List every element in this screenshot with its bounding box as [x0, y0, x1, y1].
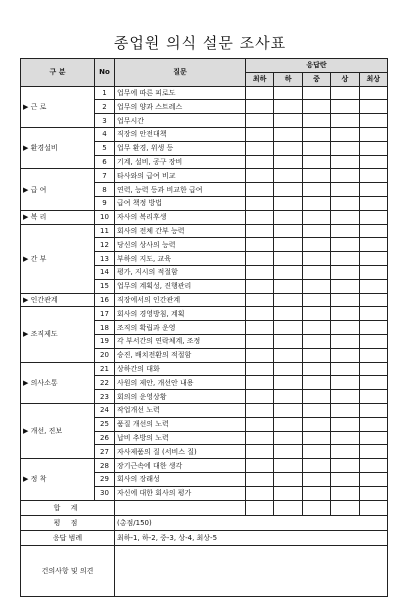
scale-header-lowest: 최하: [246, 72, 274, 86]
answer-cell[interactable]: [274, 141, 302, 155]
answer-cell[interactable]: [246, 169, 274, 183]
category-label: ▶ 환경설비: [21, 127, 95, 168]
answer-cell[interactable]: [331, 169, 359, 183]
answer-cell[interactable]: [359, 210, 387, 224]
category-label: ▶ 인간관계: [21, 293, 95, 307]
question-number: 6: [95, 155, 115, 169]
answer-cell[interactable]: [359, 252, 387, 266]
answer-cell[interactable]: [359, 445, 387, 459]
answer-cell[interactable]: [331, 348, 359, 362]
answer-cell[interactable]: [331, 307, 359, 321]
answer-cell[interactable]: [302, 265, 330, 279]
answer-cell[interactable]: [274, 114, 302, 128]
answer-cell[interactable]: [359, 155, 387, 169]
question-text: 작업개선 노력: [115, 403, 246, 417]
answer-cell[interactable]: [359, 238, 387, 252]
question-number: 12: [95, 238, 115, 252]
question-text: 회사의 전체 간부 능력: [115, 224, 246, 238]
question-row: [21, 403, 388, 417]
answer-cell[interactable]: [331, 224, 359, 238]
answer-cell[interactable]: [302, 362, 330, 376]
answer-cell[interactable]: [274, 362, 302, 376]
question-row: [21, 293, 388, 307]
answer-cell[interactable]: [302, 100, 330, 114]
answer-cell[interactable]: [302, 127, 330, 141]
answer-cell[interactable]: [302, 252, 330, 266]
answer-cell[interactable]: [359, 86, 387, 100]
question-row: [21, 210, 388, 224]
answer-cell[interactable]: [302, 376, 330, 390]
answer-cell[interactable]: [302, 403, 330, 417]
no-header: No: [95, 59, 115, 87]
opinion-field[interactable]: [115, 545, 388, 596]
answer-cell[interactable]: [302, 155, 330, 169]
score-label: 평 점: [21, 515, 115, 530]
score-row: [21, 515, 388, 530]
answer-cell[interactable]: [331, 403, 359, 417]
answer-cell[interactable]: [302, 431, 330, 445]
answer-cell[interactable]: [359, 348, 387, 362]
question-text: 타사와의 급여 비교: [115, 169, 246, 183]
answer-cell[interactable]: [331, 155, 359, 169]
answer-cell[interactable]: [331, 362, 359, 376]
scale-header-mid: 중: [302, 72, 330, 86]
question-number: 5: [95, 141, 115, 155]
answer-cell[interactable]: [359, 265, 387, 279]
answer-cell[interactable]: [274, 321, 302, 335]
answer-cell[interactable]: [302, 210, 330, 224]
answer-cell[interactable]: [331, 279, 359, 293]
answer-cell[interactable]: [274, 183, 302, 197]
answer-cell[interactable]: [331, 210, 359, 224]
answer-cell[interactable]: [359, 279, 387, 293]
question-row: [21, 224, 388, 238]
answer-cell[interactable]: [331, 500, 359, 515]
question-text: 업무에 따른 피로도: [115, 86, 246, 100]
answer-cell[interactable]: [246, 196, 274, 210]
scale-header-highest: 최상: [359, 72, 387, 86]
answer-cell[interactable]: [302, 472, 330, 486]
answer-cell[interactable]: [246, 472, 274, 486]
answer-cell[interactable]: [246, 100, 274, 114]
answer-cell[interactable]: [302, 500, 330, 515]
answer-cell[interactable]: [302, 321, 330, 335]
answer-cell[interactable]: [274, 224, 302, 238]
question-text: 회사의 장래성: [115, 472, 246, 486]
question-number: 22: [95, 376, 115, 390]
question-number: 21: [95, 362, 115, 376]
scale-header-low: 하: [274, 72, 302, 86]
category-label: ▶ 개선, 진보: [21, 403, 95, 458]
answer-cell[interactable]: [359, 196, 387, 210]
answer-cell[interactable]: [331, 183, 359, 197]
question-number: 13: [95, 252, 115, 266]
question-number: 10: [95, 210, 115, 224]
answer-cell[interactable]: [302, 141, 330, 155]
answer-cell[interactable]: [274, 86, 302, 100]
question-text: 납비 추방의 노력: [115, 431, 246, 445]
answer-cell[interactable]: [359, 417, 387, 431]
question-row: [21, 362, 388, 376]
answer-cell[interactable]: [359, 486, 387, 500]
question-number: 16: [95, 293, 115, 307]
question-number: 14: [95, 265, 115, 279]
answer-cell[interactable]: [246, 348, 274, 362]
answer-cell[interactable]: [274, 417, 302, 431]
answer-cell[interactable]: [274, 127, 302, 141]
answer-cell[interactable]: [331, 252, 359, 266]
answer-cell[interactable]: [274, 169, 302, 183]
answer-cell[interactable]: [331, 334, 359, 348]
answer-cell[interactable]: [331, 486, 359, 500]
question-text: 품질 개선의 노력: [115, 417, 246, 431]
answer-cell[interactable]: [302, 169, 330, 183]
answer-cell[interactable]: [274, 238, 302, 252]
answer-cell[interactable]: [359, 459, 387, 473]
survey-table: [20, 58, 388, 597]
answer-cell[interactable]: [274, 334, 302, 348]
question-header: 질문: [115, 59, 246, 87]
answer-cell[interactable]: [246, 252, 274, 266]
answer-cell[interactable]: [274, 376, 302, 390]
answer-cell[interactable]: [302, 86, 330, 100]
answer-cell[interactable]: [246, 334, 274, 348]
survey-body: [21, 86, 388, 500]
question-text: 연력, 능력 등과 비교한 급여: [115, 183, 246, 197]
answer-cell[interactable]: [246, 376, 274, 390]
answer-cell[interactable]: [246, 445, 274, 459]
question-text: 자사제품의 질 (서비스 질): [115, 445, 246, 459]
answer-cell[interactable]: [331, 293, 359, 307]
answer-cell[interactable]: [359, 100, 387, 114]
answer-cell[interactable]: [302, 224, 330, 238]
category-label: ▶ 복 리: [21, 210, 95, 224]
answer-cell[interactable]: [331, 431, 359, 445]
scale-header-high: 상: [331, 72, 359, 86]
summary-section: [21, 500, 388, 596]
question-number: 20: [95, 348, 115, 362]
answer-cell[interactable]: [359, 293, 387, 307]
opinion-label: 건의사항 및 의견: [21, 545, 115, 596]
question-number: 17: [95, 307, 115, 321]
answer-cell[interactable]: [331, 390, 359, 404]
question-text: 장기근속에 대한 생각: [115, 459, 246, 473]
answer-cell[interactable]: [302, 307, 330, 321]
total-label: 합 계: [21, 500, 115, 515]
question-text: 당신의 상사의 능력: [115, 238, 246, 252]
question-text: 업무시간: [115, 114, 246, 128]
answer-cell[interactable]: [331, 445, 359, 459]
answer-cell[interactable]: [246, 86, 274, 100]
answer-cell[interactable]: [246, 431, 274, 445]
question-row: [21, 169, 388, 183]
answer-cell[interactable]: [274, 445, 302, 459]
answer-cell[interactable]: [246, 459, 274, 473]
question-number: 24: [95, 403, 115, 417]
question-number: 15: [95, 279, 115, 293]
question-number: 28: [95, 459, 115, 473]
answer-cell[interactable]: [274, 307, 302, 321]
answer-cell[interactable]: [274, 196, 302, 210]
answer-cell[interactable]: [331, 196, 359, 210]
answer-cell[interactable]: [331, 459, 359, 473]
answer-cell[interactable]: [302, 196, 330, 210]
legend-label: 응답 범례: [21, 530, 115, 545]
question-text: 직장의 안전대책: [115, 127, 246, 141]
question-text: 부하의 지도, 교육: [115, 252, 246, 266]
answer-cell[interactable]: [331, 472, 359, 486]
answer-cell[interactable]: [274, 210, 302, 224]
question-text: 업무의 양과 스트레스: [115, 100, 246, 114]
answer-cell[interactable]: [246, 155, 274, 169]
question-text: 승진, 배치전환의 적절함: [115, 348, 246, 362]
answer-cell[interactable]: [274, 431, 302, 445]
legend-row: [21, 530, 388, 545]
answer-cell[interactable]: [274, 265, 302, 279]
answer-cell[interactable]: [274, 348, 302, 362]
question-text: 자사의 복리후생: [115, 210, 246, 224]
answer-cell[interactable]: [302, 459, 330, 473]
opinion-row: [21, 545, 388, 596]
answer-cell[interactable]: [274, 403, 302, 417]
question-text: 회의의 운영상황: [115, 390, 246, 404]
question-number: 29: [95, 472, 115, 486]
answer-cell[interactable]: [359, 376, 387, 390]
question-number: 2: [95, 100, 115, 114]
answer-cell[interactable]: [246, 417, 274, 431]
answer-cell[interactable]: [274, 390, 302, 404]
answer-cell[interactable]: [246, 307, 274, 321]
question-number: 9: [95, 196, 115, 210]
answer-cell[interactable]: [302, 183, 330, 197]
answer-cell[interactable]: [331, 321, 359, 335]
question-text: 회사의 경영방침, 계획: [115, 307, 246, 321]
answer-cell[interactable]: [246, 293, 274, 307]
score-value: (총점/150): [115, 515, 388, 530]
question-number: 19: [95, 334, 115, 348]
total-blank: [115, 500, 246, 515]
question-row: [21, 307, 388, 321]
answer-cell[interactable]: [274, 486, 302, 500]
answer-cell[interactable]: [359, 334, 387, 348]
question-text: 업무 환경, 위생 등: [115, 141, 246, 155]
answer-cell[interactable]: [246, 238, 274, 252]
question-text: 평가, 지시의 적절함: [115, 265, 246, 279]
answer-cell[interactable]: [246, 362, 274, 376]
answer-cell[interactable]: [246, 279, 274, 293]
answer-cell[interactable]: [359, 390, 387, 404]
answer-cell[interactable]: [274, 100, 302, 114]
question-number: 30: [95, 486, 115, 500]
answer-cell[interactable]: [246, 500, 274, 515]
question-text: 급여 책정 방법: [115, 196, 246, 210]
answer-cell[interactable]: [274, 279, 302, 293]
answer-cell[interactable]: [331, 141, 359, 155]
answer-cell[interactable]: [246, 141, 274, 155]
question-number: 25: [95, 417, 115, 431]
question-text: 각 부서간의 연락체계, 조정: [115, 334, 246, 348]
document-title: 종업원 의식 설문 조사표: [113, 34, 287, 52]
answer-cell[interactable]: [359, 321, 387, 335]
answer-cell[interactable]: [359, 224, 387, 238]
answer-cell[interactable]: [246, 210, 274, 224]
answer-cell[interactable]: [246, 127, 274, 141]
question-number: 7: [95, 169, 115, 183]
question-text: 자신에 대한 회사의 평가: [115, 486, 246, 500]
answer-cell[interactable]: [302, 238, 330, 252]
answer-cell[interactable]: [359, 114, 387, 128]
answer-cell[interactable]: [274, 293, 302, 307]
answer-cell[interactable]: [359, 307, 387, 321]
question-number: 4: [95, 127, 115, 141]
question-number: 27: [95, 445, 115, 459]
question-text: 직장에서의 인간관계: [115, 293, 246, 307]
answer-cell[interactable]: [331, 86, 359, 100]
answer-cell[interactable]: [302, 445, 330, 459]
question-number: 1: [95, 86, 115, 100]
question-row: [21, 459, 388, 473]
question-text: 기계, 설비, 공구 장비: [115, 155, 246, 169]
answer-cell[interactable]: [246, 224, 274, 238]
category-label: ▶ 간 부: [21, 224, 95, 293]
answer-cell[interactable]: [302, 348, 330, 362]
total-row: [21, 500, 388, 515]
answer-cell[interactable]: [246, 403, 274, 417]
question-row: [21, 127, 388, 141]
category-label: ▶ 근 로: [21, 86, 95, 127]
question-number: 26: [95, 431, 115, 445]
answer-cell[interactable]: [359, 500, 387, 515]
answer-cell[interactable]: [274, 155, 302, 169]
answer-cell[interactable]: [359, 141, 387, 155]
answer-cell[interactable]: [359, 169, 387, 183]
answer-cell[interactable]: [246, 265, 274, 279]
question-text: 사원의 제안, 개선안 내용: [115, 376, 246, 390]
answer-cell[interactable]: [274, 472, 302, 486]
question-number: 11: [95, 224, 115, 238]
answer-cell[interactable]: [302, 334, 330, 348]
answer-cell[interactable]: [359, 362, 387, 376]
question-text: 상하간의 대화: [115, 362, 246, 376]
question-number: 8: [95, 183, 115, 197]
answer-cell[interactable]: [359, 472, 387, 486]
answer-cell[interactable]: [246, 486, 274, 500]
answer-cell[interactable]: [331, 238, 359, 252]
answer-header: 응답란: [246, 59, 388, 73]
answer-cell[interactable]: [359, 183, 387, 197]
question-number: 23: [95, 390, 115, 404]
question-text: 조직의 확립과 운영: [115, 321, 246, 335]
answer-cell[interactable]: [302, 390, 330, 404]
question-number: 18: [95, 321, 115, 335]
answer-cell[interactable]: [302, 417, 330, 431]
answer-cell[interactable]: [274, 500, 302, 515]
legend-value: 최하-1, 하-2, 중-3, 상-4, 최상-5: [115, 530, 388, 545]
category-label: ▶ 조직제도: [21, 307, 95, 362]
answer-cell[interactable]: [331, 127, 359, 141]
answer-cell[interactable]: [246, 390, 274, 404]
answer-cell[interactable]: [302, 114, 330, 128]
answer-cell[interactable]: [302, 293, 330, 307]
answer-cell[interactable]: [274, 459, 302, 473]
category-label: ▶ 정 착: [21, 459, 95, 500]
category-header: 구 분: [21, 59, 95, 87]
answer-cell[interactable]: [359, 431, 387, 445]
answer-cell[interactable]: [302, 279, 330, 293]
answer-cell[interactable]: [331, 417, 359, 431]
answer-cell[interactable]: [359, 127, 387, 141]
answer-cell[interactable]: [331, 100, 359, 114]
answer-cell[interactable]: [246, 114, 274, 128]
answer-cell[interactable]: [246, 183, 274, 197]
answer-cell[interactable]: [302, 486, 330, 500]
answer-cell[interactable]: [331, 265, 359, 279]
category-label: ▶ 급 여: [21, 169, 95, 210]
category-label: ▶ 의사소통: [21, 362, 95, 403]
question-text: 업무의 계획성, 진행관리: [115, 279, 246, 293]
question-number: 3: [95, 114, 115, 128]
answer-cell[interactable]: [274, 252, 302, 266]
answer-cell[interactable]: [246, 321, 274, 335]
question-row: [21, 86, 388, 100]
answer-cell[interactable]: [331, 376, 359, 390]
answer-cell[interactable]: [331, 114, 359, 128]
answer-cell[interactable]: [359, 403, 387, 417]
header-row-1: [21, 59, 388, 73]
